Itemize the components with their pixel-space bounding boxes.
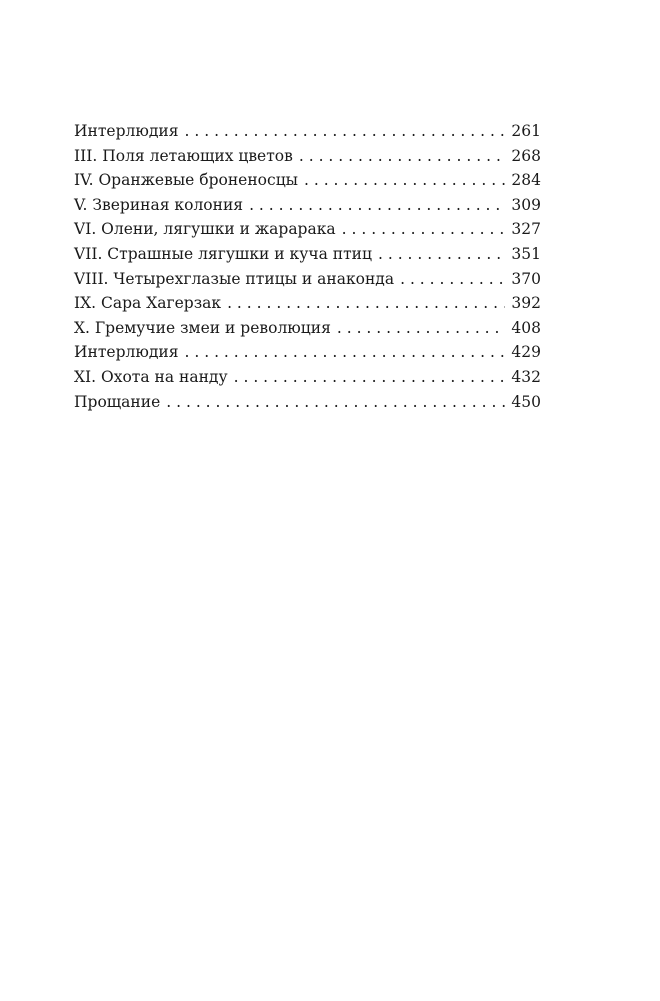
toc-entry-title: VI. Олени, лягушки и жарарака xyxy=(74,220,336,239)
toc-entry-title: VII. Страшные лягушки и куча птиц xyxy=(74,244,372,263)
toc-entry xyxy=(74,144,541,169)
toc-entry xyxy=(74,119,541,144)
toc-entry-page: 327 xyxy=(511,220,541,239)
toc-dot-leader xyxy=(234,365,505,390)
toc-entry-page: 261 xyxy=(511,122,541,140)
toc-dot-leader xyxy=(400,267,505,292)
toc-dot-leader xyxy=(185,340,505,365)
toc-entry-title: IX. Сара Хагерзак xyxy=(74,294,222,313)
toc-entry-title: Интерлюдия xyxy=(74,122,179,140)
toc-entry-page: 268 xyxy=(511,146,541,165)
toc-entry-page: 429 xyxy=(511,343,541,362)
toc-dot-leader xyxy=(337,316,505,341)
toc-dot-leader xyxy=(299,144,505,169)
toc-entry xyxy=(74,168,541,193)
toc-entry-title: Интерлюдия xyxy=(74,343,179,362)
toc-entry-title: XI. Охота на нанду xyxy=(74,367,228,386)
toc-entry xyxy=(74,267,541,292)
toc-entry xyxy=(74,217,541,242)
toc-entry-title: IV. Оранжевые броненосцы xyxy=(74,171,298,190)
toc-entry-title: III. Поля летающих цветов xyxy=(74,146,293,165)
toc-dot-leader xyxy=(227,291,505,316)
toc-entry-page: 370 xyxy=(511,269,541,288)
toc-dot-leader xyxy=(249,193,505,218)
toc-dot-leader xyxy=(185,119,505,144)
toc-entry xyxy=(74,390,541,415)
toc-entry-page: 408 xyxy=(511,318,541,337)
toc-entry-page: 450 xyxy=(511,392,541,411)
toc-entry-title: V. Звериная колония xyxy=(74,195,244,214)
toc-entry-page: 432 xyxy=(511,367,541,386)
toc-dot-leader xyxy=(304,168,505,193)
toc-entry xyxy=(74,340,541,365)
toc-entry-title: X. Гремучие змеи и революция xyxy=(74,318,331,337)
toc-entry-page: 309 xyxy=(511,195,541,214)
toc-entry-page: 284 xyxy=(511,171,541,190)
toc-entry xyxy=(74,291,541,316)
toc-entry xyxy=(74,193,541,218)
toc-entry xyxy=(74,242,541,267)
toc-dot-leader xyxy=(166,390,505,415)
toc-entry-title: VIII. Четырехглазые птицы и анаконда xyxy=(74,269,395,288)
toc-entry-title: Прощание xyxy=(74,392,161,411)
toc-entry-page: 392 xyxy=(511,294,541,313)
toc-entry xyxy=(74,316,541,341)
toc-entry xyxy=(74,365,541,390)
toc-entry-page: 351 xyxy=(511,244,541,263)
toc-dot-leader xyxy=(378,242,505,267)
toc-dot-leader xyxy=(342,217,505,242)
table-of-contents xyxy=(74,119,541,414)
